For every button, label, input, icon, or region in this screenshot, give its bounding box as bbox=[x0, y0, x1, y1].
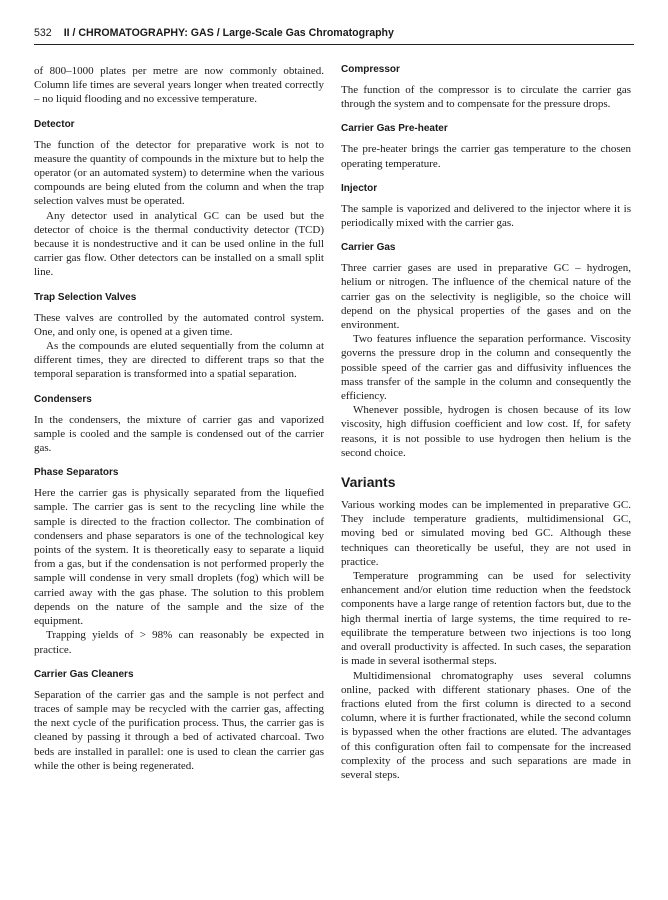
right-column bbox=[341, 64, 631, 782]
condensers-heading: Condensers bbox=[34, 393, 92, 405]
carrier-gas-heading: Carrier Gas bbox=[341, 242, 396, 254]
variants-heading: Variants bbox=[341, 474, 396, 491]
detector-heading: Detector bbox=[34, 118, 75, 130]
preheater-paragraph: The pre-heater brings the carrier gas temperature to the chosen operating temperature. bbox=[341, 143, 631, 170]
trap-paragraph-2: As the compounds are eluted sequentially from the column at different times, they are directed to different traps so that the temporal separation is transformed into a spatial separation. bbox=[34, 340, 324, 381]
preheater-heading: Carrier Gas Pre-heater bbox=[341, 123, 448, 135]
variants-paragraph-2: Temperature programming can be used for selectivity enhancement and/or elution time reduction when the feedstock components have a large range of retention factors but, due to the high thermal inertia of large systems, the time required to re-equilibrate the temperature between two injections is too long and overall productivity is affected. In such cases, the separation is made in several isothermal steps. bbox=[341, 570, 631, 668]
compressor-paragraph: The function of the compressor is to circulate the carrier gas through the system and to compensate for the pressure drops. bbox=[341, 84, 631, 111]
running-header bbox=[34, 27, 634, 43]
phase-paragraph-1: Here the carrier gas is physically separated from the liquefied sample. The carrier gas is sent to the recycling line while the sample is directed to the fraction collector. The combination of condensers and phase separators is one of the technological key points of the system. It is theoretically easy to separate a liquid from a gas, but if the condensation is not performed properly the sample will condense in very small droplets (fog) which will be carried away with the gas phase. The solution to this problem depends on the nature of the sample and the size of the equipment. bbox=[34, 487, 324, 628]
running-title: II / CHROMATOGRAPHY: GAS / Large-Scale Gas Chromatography bbox=[63, 27, 394, 39]
injector-paragraph: The sample is vaporized and delivered to the injector where it is periodically mixed with the carrier gas. bbox=[341, 202, 631, 230]
compressor-heading: Compressor bbox=[341, 64, 400, 75]
phase-separators-heading: Phase Separators bbox=[34, 467, 119, 479]
page-number: 532 bbox=[34, 27, 52, 39]
intro-paragraph: of 800–1000 plates per metre are now commonly obtained. Column life times are several years longer when treated correctly – no liquid flooding and no excessive temperature. bbox=[34, 65, 324, 106]
trap-paragraph-1: These valves are controlled by the automated control system. One, and only one, is opened at a given time. bbox=[34, 311, 324, 338]
carrier-paragraph-3: Whenever possible, hydrogen is chosen because of its low viscosity, high diffusion coefficient and low cost. If, for safety reasons, it is not possible to use hydrogen then helium is the second choice. bbox=[341, 404, 631, 459]
trap-selection-heading: Trap Selection Valves bbox=[34, 291, 137, 303]
detector-paragraph-1: The function of the detector for preparative work is not to measure the quantity of compounds in the mixture but to help the operator (or an automated system) to determine when the various compounds are being eluted from the column and when the trap selection valves must be operated. bbox=[34, 138, 324, 208]
phase-paragraph-2: Trapping yields of > 98% can reasonably be expected in practice. bbox=[34, 629, 324, 656]
detector-paragraph-2: Any detector used in analytical GC can be used but the detector of choice is the thermal conductivity detector (TCD) because it is nondestructive and it can be used online in the full carrier gas flow. Other detectors can be installed on a small split line. bbox=[34, 209, 324, 279]
condensers-paragraph: In the condensers, the mixture of carrier gas and vaporized sample is cooled and the sample is condensed out of the carrier gas. bbox=[34, 413, 324, 455]
variants-paragraph-3: Multidimensional chromatography uses several columns online, packed with different stationary phases. One of the fractions eluted from the first column is directed to a second column, where it is further fractionated, while the second column is bypassed when the other fractions are eluted. The advantages of this configuration often fail to compensate for the increased complexity of the process and such separations are made in several steps. bbox=[341, 669, 631, 781]
cleaners-paragraph: Separation of the carrier gas and the sample is not perfect and traces of sample may be recycled with the carrier gas, affecting the next cycle of the purification process. Thus, the carrier gas is cleaned by passing it through a bed of activated charcoal. Two beds are installed in parallel: one is used to clean the carrier gas while the other is being regenerated. bbox=[34, 688, 324, 772]
carrier-paragraph-2: Two features influence the separation performance. Viscosity governs the pressure drop in the column and consequently the possible speed of the carrier gas and diffusivity influences the mass transfer of the sample in the column and consequently the efficiency. bbox=[341, 333, 631, 403]
injector-heading: Injector bbox=[341, 182, 378, 194]
left-column bbox=[34, 64, 324, 773]
header-rule bbox=[34, 44, 634, 45]
cleaners-heading: Carrier Gas Cleaners bbox=[34, 668, 134, 680]
variants-paragraph-1: Various working modes can be implemented in preparative GC. They include temperature gradients, multidimensional GC, moving bed or simulated moving bed GC. Although these techniques can theoretically be useful, they are not used in practice. bbox=[341, 499, 631, 568]
carrier-paragraph-1: Three carrier gases are used in preparative GC – hydrogen, helium or nitrogen. The influence of the chemical nature of the carrier gas on the selectivity is negligible, so the choice will depend on the physical properties of the gases and on the environment. bbox=[341, 262, 631, 332]
